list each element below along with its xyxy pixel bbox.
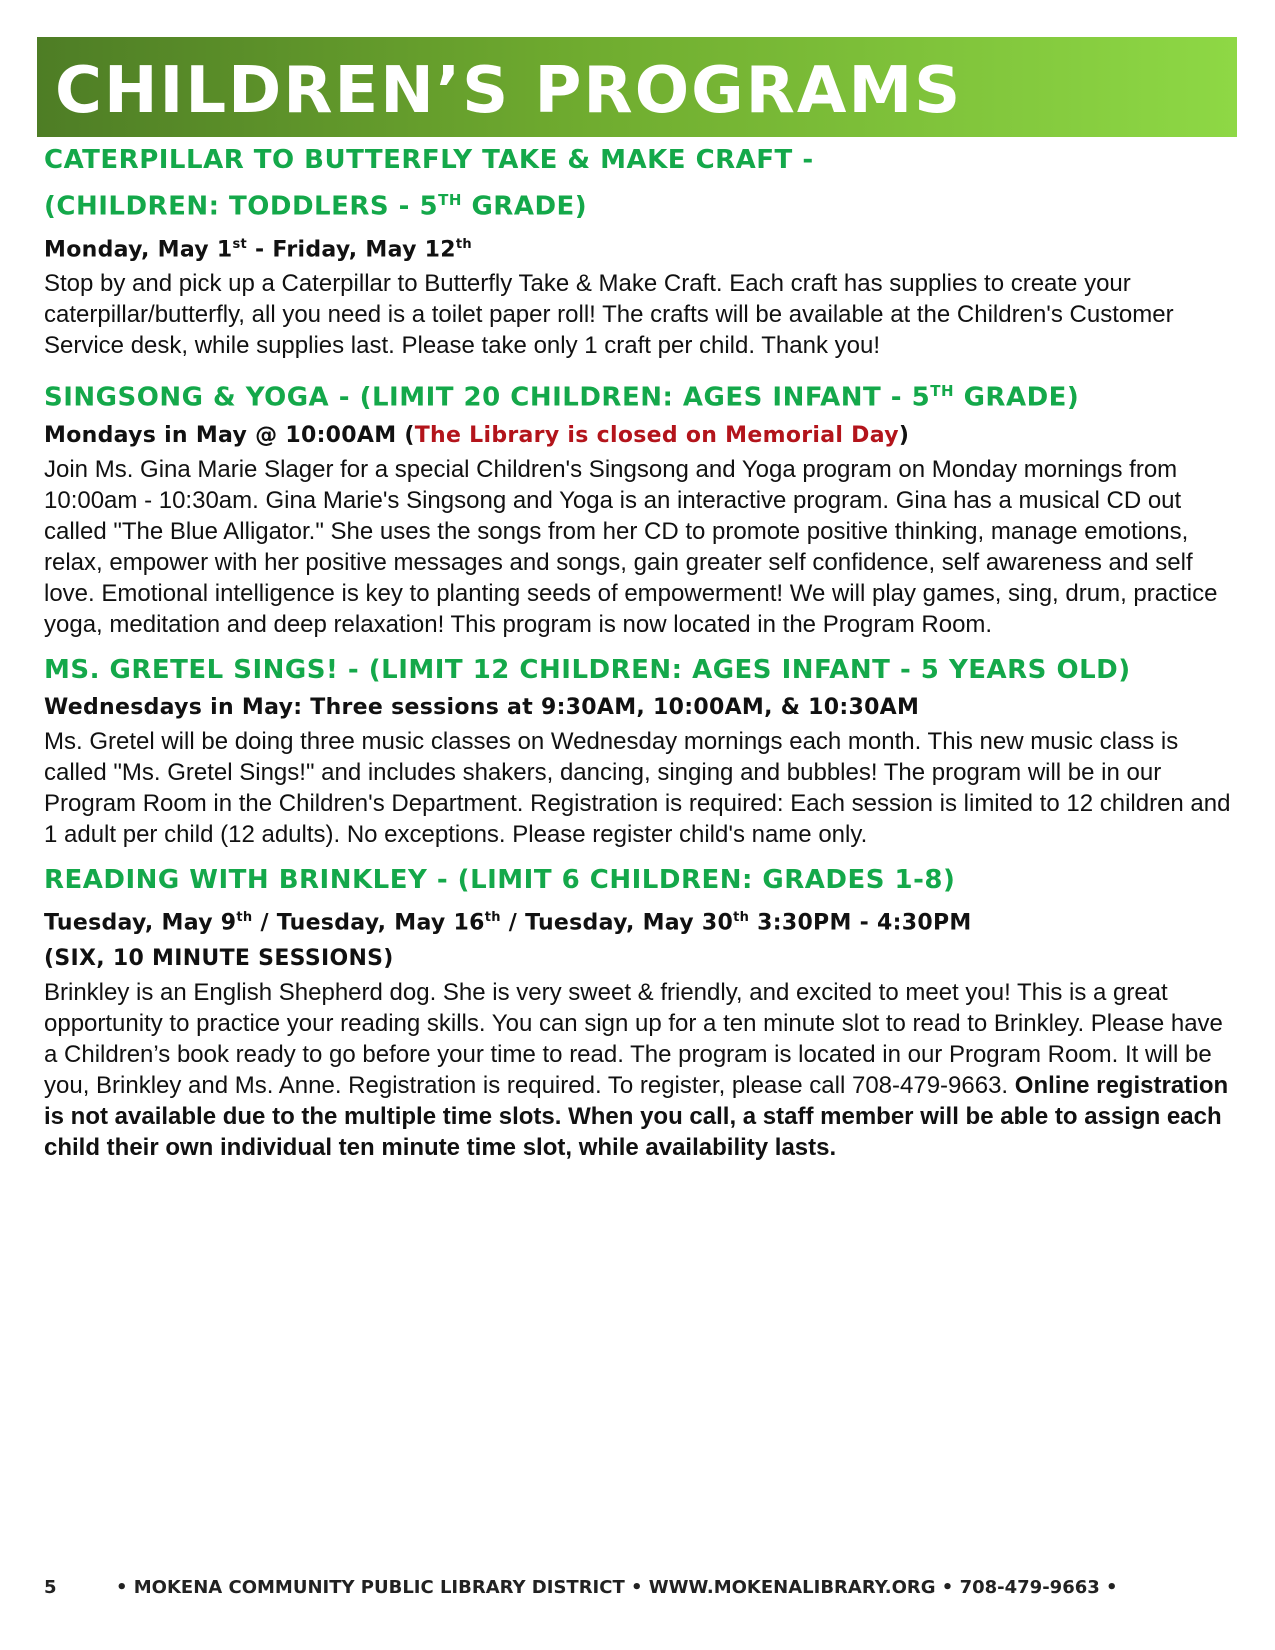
program-description xyxy=(44,977,1234,1163)
schedule-text: Mondays in May @ 10:00AM ( xyxy=(44,422,415,448)
superscript: th xyxy=(236,909,253,925)
programs-content xyxy=(44,140,1234,1173)
program-title-line1: CATERPILLAR TO BUTTERFLY TAKE & MAKE CRAFT - xyxy=(44,145,814,175)
date-start: Monday, May 1 xyxy=(44,236,233,262)
program-title: MS. GRETEL SINGS! - (LIMIT 12 CHILDREN: AGES INFANT - 5 YEARS OLD) xyxy=(44,654,1131,685)
closed-notice: The Library is closed on Memorial Day xyxy=(414,422,899,448)
program-title xyxy=(44,371,1234,418)
program-title-line2: (CHILDREN: TODDLERS - 5 xyxy=(44,191,439,222)
schedule-end: ) xyxy=(898,422,910,448)
date-2: / Tuesday, May 16 xyxy=(252,909,485,935)
program-schedule xyxy=(44,418,1234,454)
date-1: Tuesday, May 9 xyxy=(44,909,237,935)
program-description: Join Ms. Gina Marie Slager for a special Children's Singsong and Yoga program on Monday mornings from 10:00am - 10:30am. Gina Marie's Singsong and Yoga is an interactive program. Gina has a musical CD out called "The Blue Alligator." She uses the songs from her CD to promote positive thinking, manage emotions, relax, empower with her positive messages and songs, gain greater self confidence, self awareness and self love. Emotional intelligence is key to planting seeds of empowerment! We will play games, sing, drum, practice yoga, meditation and deep relaxation! This program is now located in the Program Room. xyxy=(44,455,1218,638)
superscript: th xyxy=(455,236,472,252)
date-end: - Friday, May 12 xyxy=(247,236,456,262)
date-3: / Tuesday, May 30 xyxy=(500,909,734,935)
superscript: th xyxy=(733,909,750,925)
footer-info: • MOKENA COMMUNITY PUBLIC LIBRARY DISTRICT • WWW.MOKENALIBRARY.ORG • 708-479-9663 • xyxy=(116,1577,1118,1598)
program-title-end: GRADE) xyxy=(954,382,1080,413)
program-title-line2-end: GRADE) xyxy=(461,191,588,222)
program-title-text: SINGSONG & YOGA - (LIMIT 20 CHILDREN: AGES INFANT - 5 xyxy=(44,382,931,413)
time-range: 3:30PM - 4:30PM xyxy=(749,909,972,935)
superscript: TH xyxy=(438,191,462,209)
superscript: TH xyxy=(930,381,955,400)
superscript: th xyxy=(484,909,501,925)
program-schedule: Wednesdays in May: Three sessions at 9:30AM, 10:00AM, & 10:30AM xyxy=(44,694,920,720)
program-title: READING WITH BRINKLEY - (LIMIT 6 CHILDREN: GRADES 1-8) xyxy=(44,864,956,895)
header-banner xyxy=(37,37,1237,137)
program-reading-brinkley xyxy=(44,860,1234,1163)
description-bold: Online registration is not available due to the multiple time slots. When you call, a staff member will be able to assign each child their own individual ten minute time slot, while availability lasts. xyxy=(44,1071,1229,1161)
superscript: st xyxy=(232,236,248,252)
program-title xyxy=(44,140,1234,227)
program-caterpillar xyxy=(44,140,1234,361)
program-dates xyxy=(44,900,1234,941)
description-text: Brinkley is an English Shepherd dog. She is very sweet & friendly, and excited to meet you! This is a great opportunity to practice your reading skills. You can sign up for a ten minute slot to read to Brinkley. Please have a Children’s book ready to go before your time to read. The program is located in our Program Room. It will be you, Brinkley and Ms. Anne. Registration is required. To register, please call 708-479-9663. xyxy=(44,978,1223,1099)
program-description: Ms. Gretel will be doing three music classes on Wednesday mornings each month. This new music class is called "Ms. Gretel Sings!" and includes shakers, dancing, singing and bubbles! The program will be in our Program Room in the Children's Department. Registration is required: Each session is limited to 12 children and 1 adult per child (12 adults). No exceptions. Please register child's name only. xyxy=(44,727,1231,848)
page-number: 5 xyxy=(44,1577,57,1598)
program-gretel-sings xyxy=(44,650,1234,850)
program-dates xyxy=(44,227,1234,268)
session-info: (SIX, 10 MINUTE SESSIONS) xyxy=(44,945,394,971)
page-title: CHILDREN’S PROGRAMS xyxy=(55,54,963,128)
program-description: Stop by and pick up a Caterpillar to Butterfly Take & Make Craft. Each craft has supplies to create your caterpillar/butterfly, all you need is a toilet paper roll! The crafts will be available at the Children's Customer Service desk, while supplies last. Please take only 1 craft per child. Thank you! xyxy=(44,269,1174,359)
program-singsong-yoga xyxy=(44,371,1234,640)
